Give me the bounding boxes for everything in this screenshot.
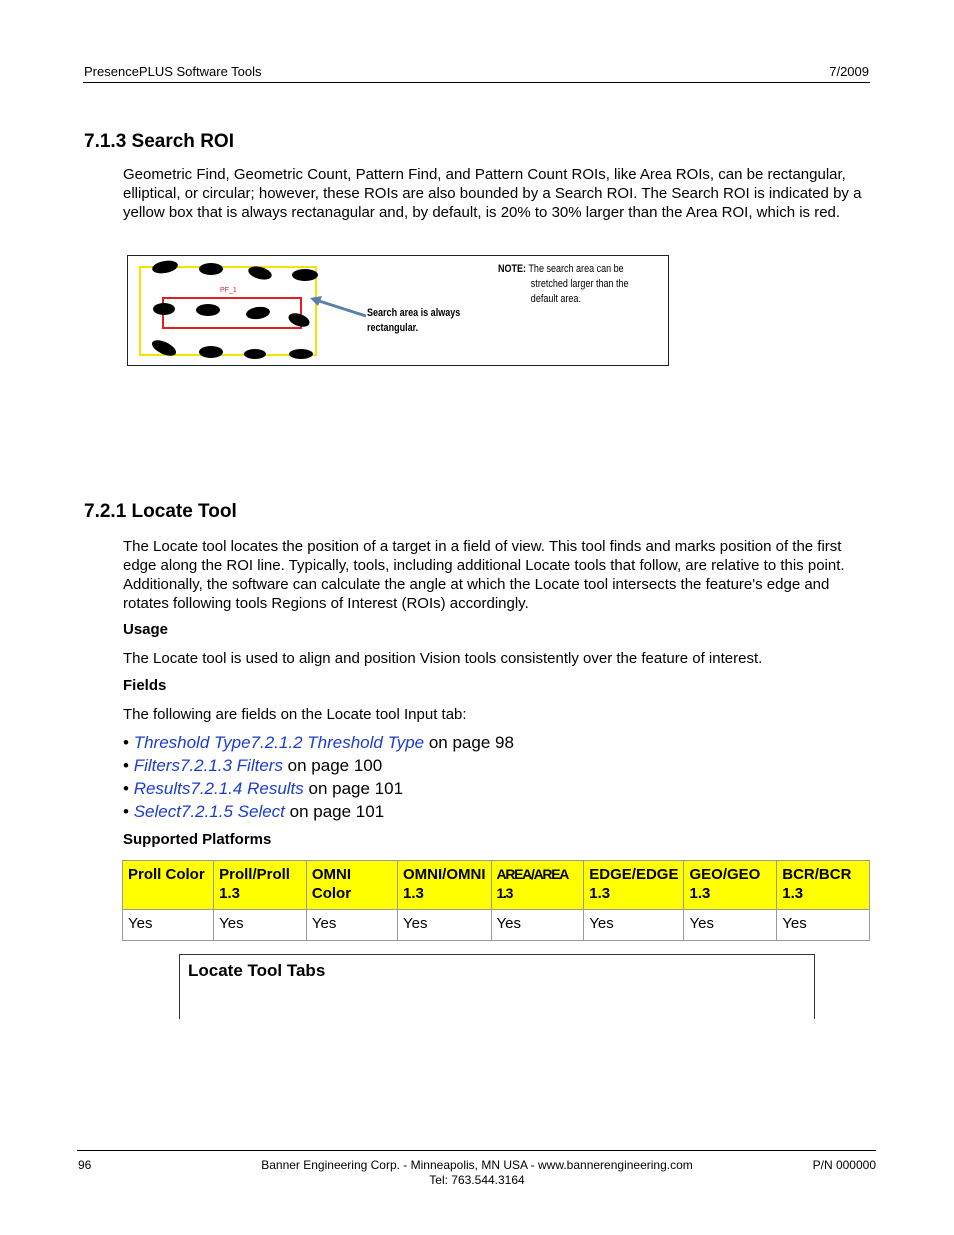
link-filters[interactable]: Filters7.2.1.3 Filters [133,756,283,775]
fields-link-list [123,731,514,823]
table-cell: Yes [214,910,307,941]
link-threshold-type[interactable]: Threshold Type7.2.1.2 Threshold Type [133,733,425,752]
table-header-cell: OMNI Color [306,861,397,910]
locate-tool-tabs-title: Locate Tool Tabs [188,961,326,980]
area-roi-box [163,298,301,328]
table-cell: Yes [777,910,870,941]
callout-line-2: rectangular. [367,322,419,334]
bullet: • [123,779,129,798]
header-title: PresencePLUS Software Tools [84,64,262,79]
page-ref: on page 98 [424,733,514,752]
header-date: 7/2009 [829,64,869,79]
table-header-cell: Proll Color [123,861,214,910]
target-blobs [150,259,318,359]
table-header-cell: BCR/BCR 1.3 [777,861,870,910]
link-results[interactable]: Results7.2.1.4 Results [133,779,304,798]
section-heading-locate-tool: 7.2.1 Locate Tool [84,501,237,522]
fields-paragraph: The following are fields on the Locate tool Input tab: [123,706,467,723]
table-header-cell: Proll/Proll 1.3 [214,861,307,910]
callout-line-1: Search area is always [367,307,461,319]
table-cell: Yes [123,910,214,941]
footer-rule [77,1150,876,1151]
footer-center [227,1158,727,1188]
table-row [123,910,870,941]
fields-heading: Fields [123,677,167,694]
roi-label: PF_1 [220,287,237,294]
bullet: • [123,802,129,821]
section-heading-search-roi: 7.1.3 Search ROI [84,131,234,152]
note-label: NOTE: [498,263,527,275]
locate-tool-paragraph: The Locate tool locates the position of a target in a field of view. This tool finds and marks position of the first edge along the ROI line. Typically, tools, including additional Locate tools that follow, are relative to this point. Additionally, the software can calculate the angle at which the Locate tool intersects the feature's edge and rotates following tools Regions of Interest (ROIs) accordingly. [123,538,845,612]
bullet: • [123,756,129,775]
table-cell: Yes [306,910,397,941]
supported-platforms-table [122,860,870,941]
callout-arrow-line [316,300,366,316]
table-header-cell: OMNI/OMNI 1.3 [398,861,492,910]
search-roi-paragraph: Geometric Find, Geometric Count, Pattern Find, and Pattern Count ROIs, like Area ROIs, can be rectangular, elliptical, or circular; however, these ROIs are also bounded by a Search ROI. The Search ROI is indicated by a yellow box that is always rectanagular and, by default, is 20% to 30% larger than the Area ROI, which is red. [123,166,862,221]
list-item [123,754,514,777]
table-cell: Yes [398,910,492,941]
header-rule [83,82,870,83]
table-header-row [123,861,870,910]
list-item [123,731,514,754]
list-item [123,800,514,823]
footer-tel: Tel: 763.544.3164 [429,1173,525,1187]
figure-callout [367,306,490,336]
platforms-heading: Supported Platforms [123,831,272,848]
note-line-1: The search area can be [528,263,624,275]
note-line-3: default area. [530,293,581,305]
part-number: P/N 000000 [812,1158,876,1172]
page-ref: on page 100 [282,756,383,775]
note-line-2: stretched larger than the [530,278,629,290]
table-cell: Yes [491,910,584,941]
table-header-cell: EDGE/EDGE 1.3 [584,861,684,910]
table-header-cell: AREA/AREA 1.3 [491,861,584,910]
table-cell: Yes [684,910,777,941]
link-select[interactable]: Select7.2.1.5 Select [133,802,285,821]
table-cell: Yes [584,910,684,941]
usage-heading: Usage [123,621,169,638]
table-header-cell: GEO/GEO 1.3 [684,861,777,910]
figure-note [498,262,662,307]
list-item [123,777,514,800]
footer-company: Banner Engineering Corp. - Minneapolis, MN USA - www.bannerengineering.com [261,1158,693,1172]
page-ref: on page 101 [284,802,385,821]
usage-paragraph: The Locate tool is used to align and position Vision tools consistently over the feature of interest. [123,650,763,667]
page-ref: on page 101 [303,779,404,798]
page-number: 96 [78,1158,92,1172]
bullet: • [123,733,129,752]
